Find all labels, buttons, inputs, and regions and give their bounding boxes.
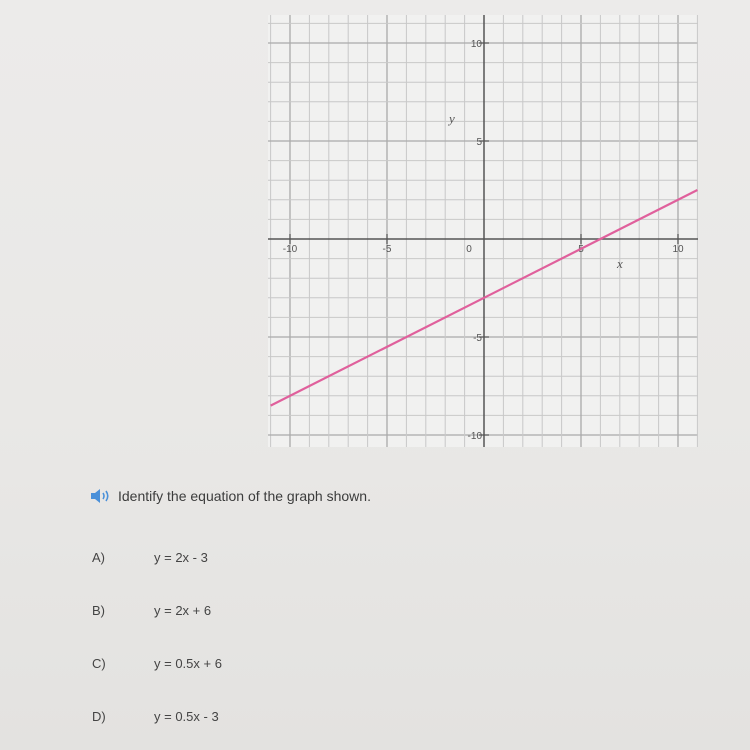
question-text: Identify the equation of the graph shown. (118, 488, 371, 504)
x-tick-label: 0 (466, 244, 472, 255)
x-tick-label: 10 (672, 244, 684, 255)
y-tick-label: -10 (467, 431, 482, 442)
choice-equation: y = 0.5x - 3 (154, 709, 219, 724)
y-tick-label: 10 (470, 39, 482, 50)
graph-background (268, 15, 698, 447)
choice-letter: C) (92, 656, 106, 671)
choice-b[interactable] (92, 603, 211, 618)
choice-d[interactable] (92, 709, 219, 724)
speaker-icon[interactable] (90, 488, 112, 504)
choice-equation: y = 0.5x + 6 (154, 656, 222, 671)
choice-c[interactable] (92, 656, 222, 671)
x-tick-label: 5 (578, 244, 584, 255)
x-axis-label: x (617, 256, 623, 271)
x-tick-label: -10 (282, 244, 298, 255)
choice-equation: y = 2x + 6 (154, 603, 212, 618)
question (90, 488, 371, 504)
y-tick-label: -5 (473, 333, 482, 344)
y-tick-label: 5 (476, 137, 482, 148)
choice-letter: A) (92, 550, 105, 565)
y-axis-label: y (449, 111, 455, 126)
choice-letter: D) (92, 709, 106, 724)
choice-equation: y = 2x - 3 (154, 550, 208, 565)
choice-letter: B) (92, 603, 105, 618)
x-tick-label: -5 (382, 244, 392, 255)
choice-a[interactable] (92, 550, 208, 565)
